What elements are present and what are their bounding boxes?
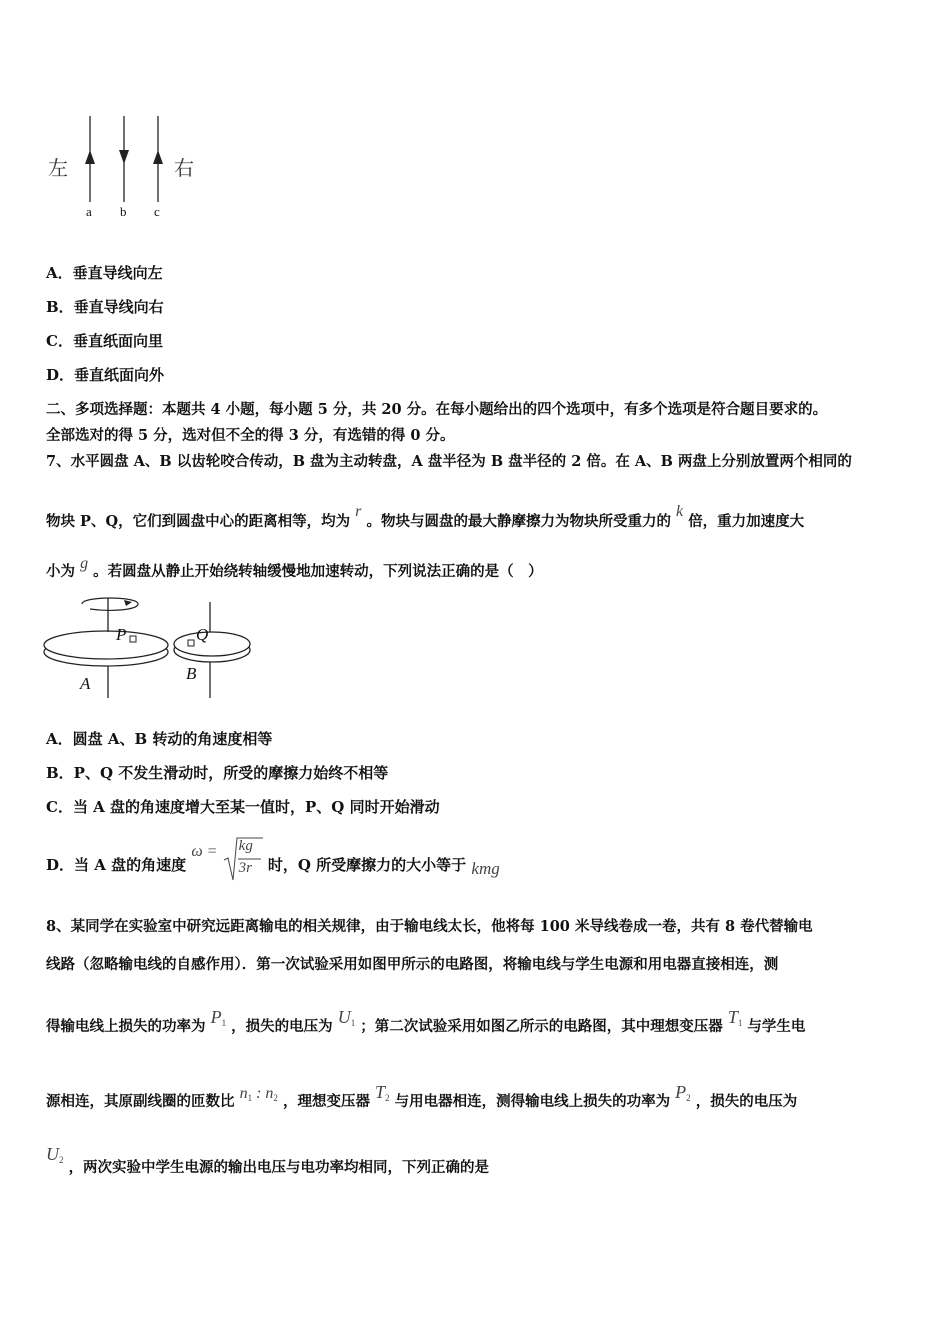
q8-line4-text-d: ，损失的电压为 (695, 1093, 798, 1110)
q7-line3 (46, 555, 543, 581)
disc-a-top (44, 631, 168, 659)
q8-line5 (46, 1144, 490, 1176)
wire-a-up-arrow (85, 150, 95, 164)
q7-sqrt-fraction (223, 836, 263, 882)
q6-option-c: C．垂直纸面向里 (46, 332, 163, 350)
q7-kmg: kmg (471, 859, 500, 878)
fraction-denominator: 3r (238, 860, 252, 876)
wire-b-label: b (120, 204, 127, 219)
q7-line2-text-a: 物块 P、Q，它们到圆盘中心的距离相等，均为 (46, 513, 351, 530)
wire-b-down-arrow (119, 150, 129, 164)
q8-line3-text-c: ；第二次试验采用如图乙所示的电路图，其中理想变压器 (360, 1018, 723, 1035)
q7-option-a: A．圆盘 A、B 转动的角速度相等 (46, 730, 273, 748)
q7-omega-eq: ω = (191, 843, 218, 860)
q7-line2 (46, 503, 805, 531)
q8-var-u1: $U_1$ (337, 1007, 356, 1028)
q8-ratio: $n_1$ : $n_2$ (239, 1085, 278, 1103)
q7-option-c: C．当 A 盘的角速度增大至某一值时，P、Q 同时开始滑动 (46, 798, 440, 816)
q8-line4-text-a: 源相连，其原副线圈的匝数比 (46, 1093, 235, 1110)
disc-b-top (174, 632, 250, 656)
discs-figure (40, 592, 260, 704)
left-label: 左 (48, 158, 68, 180)
q8-line3-text-b: ，损失的电压为 (231, 1018, 333, 1035)
q7-line2-text-b: 。物块与圆盘的最大静摩擦力为物块所受重力的 (366, 513, 671, 530)
q8-line2: 线路（忽略输电线的自感作用）．第一次试验采用如图甲所示的电路图，将输电线与学生电源和用电器直接相连，测 (46, 956, 779, 973)
discs-diagram (40, 592, 260, 704)
right-label: 右 (174, 158, 194, 180)
q6-option-b: B．垂直导线向右 (46, 298, 164, 316)
block-p (130, 636, 136, 642)
wires-figure (40, 110, 210, 230)
q7-var-k: k (676, 503, 684, 520)
block-q (188, 640, 194, 646)
q7-option-d-text-a: D．当 A 盘的角速度 (46, 856, 187, 874)
wire-c-label: c (154, 204, 160, 219)
wire-a-label: a (86, 204, 92, 219)
q8-var-p1: $P_1$ (210, 1007, 227, 1028)
q8-line4 (46, 1082, 798, 1111)
q7-option-b: B．P、Q 不发生滑动时，所受的摩擦力始终不相等 (46, 764, 389, 782)
q7-option-d-text-b: 时，Q 所受摩擦力的大小等于 (267, 856, 467, 874)
q6-option-d: D．垂直纸面向外 (46, 366, 165, 384)
rotation-arrowhead-icon (124, 600, 132, 606)
q7-line2-text-c: 倍，重力加速度大 (688, 513, 805, 530)
q7-line3-text-a: 小为 (46, 563, 75, 580)
label-p: P (116, 625, 127, 644)
q8-line4-text-b: ，理想变压器 (282, 1093, 370, 1110)
section2-line2: 全部选对的得 5 分，选对但不全的得 3 分，有选错的得 0 分。 (46, 427, 455, 444)
fraction-numerator: kg (238, 838, 253, 854)
section2-line1: 二、多项选择题：本题共 4 小题，每小题 5 分，共 20 分。在每小题给出的四个选项中，有多个选项是符合题目要求的。 (46, 401, 828, 418)
q8-line4-text-c: 与用电器相连，测得输电线上损失的功率为 (394, 1093, 671, 1110)
q6-option-a: A．垂直导线向左 (46, 264, 163, 282)
q7-line1: 7、水平圆盘 A、B 以齿轮咬合传动，B 盘为主动转盘，A 盘半径为 B 盘半径的 2 倍。在 A、B 两盘上分别放置两个相同的 (46, 453, 852, 470)
q7-line3-text-b: 。若圆盘从静止开始绕转轴缓慢地加速转动，下列说法正确的是（ ） (93, 563, 543, 580)
label-b: B (186, 664, 197, 683)
q8-line3-text-a: 得输电线上损失的功率为 (46, 1018, 206, 1035)
q8-line5-text: ，两次实验中学生电源的输出电压与电功率均相同，下列正确的是 (68, 1159, 490, 1176)
wire-c-up-arrow (153, 150, 163, 164)
q8-line3 (46, 1007, 806, 1036)
q7-var-g: g (80, 555, 89, 572)
q8-var-t2: $T_2$ (375, 1082, 390, 1103)
q8-var-p2: $P_2$ (675, 1082, 691, 1103)
label-a: A (80, 674, 91, 693)
q8-line1: 8、某同学在实验室中研究远距离输电的相关规律，由于输电线太长，他将每 100 米导线卷成一卷，共有 8 卷代替输电 (46, 918, 813, 935)
q7-option-d (46, 832, 500, 882)
rotation-arrow-icon (82, 598, 138, 610)
q7-var-r: r (355, 503, 362, 520)
q8-line3-text-d: 与学生电 (747, 1018, 806, 1035)
q8-var-t1: $T_1$ (727, 1007, 743, 1028)
q8-var-u2: $U_2$ (46, 1144, 64, 1165)
label-q: Q (196, 625, 209, 644)
